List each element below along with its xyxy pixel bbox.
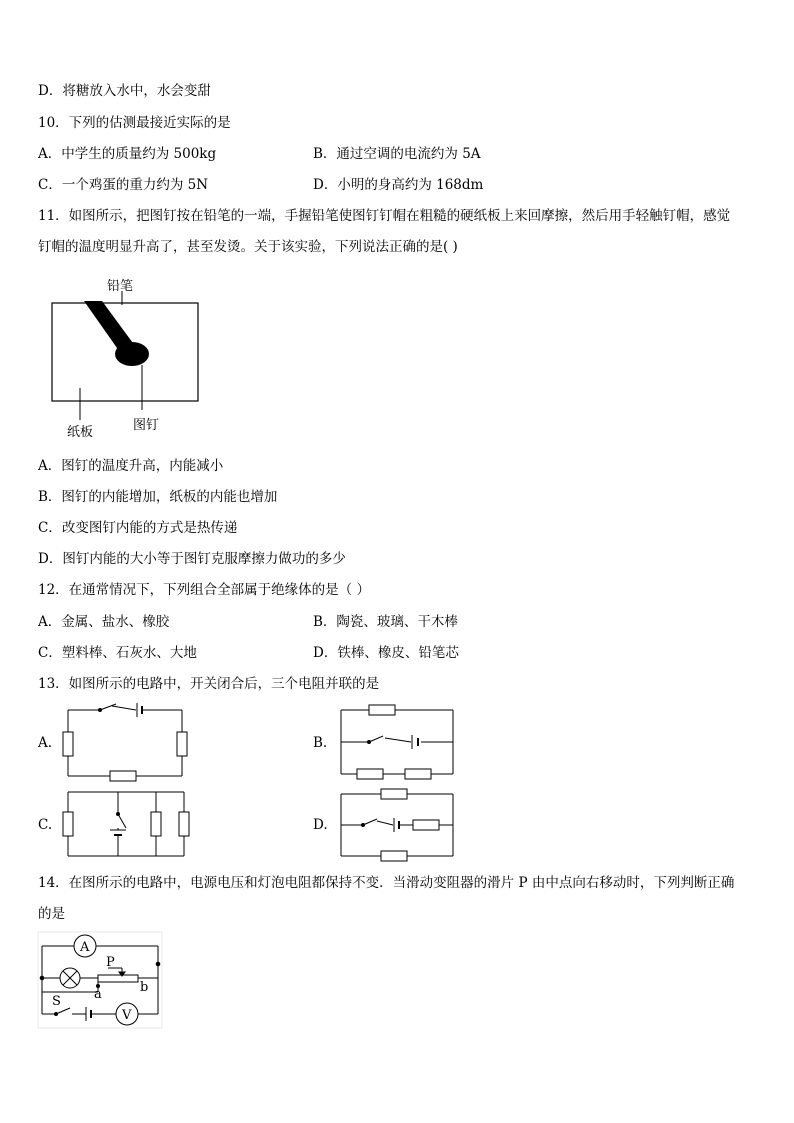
q13-circuit-a [58, 700, 188, 782]
voltmeter-label: V [122, 1008, 132, 1023]
q11-option-d: D．图钉内能的大小等于图钉克服摩擦力做功的多少 [38, 551, 346, 567]
q14-stem-line1: 14．在图所示的电路中，电源电压和灯泡电阻都保持不变．当滑动变阻器的滑片 P 由中点向右移动时，下列判断正确 [38, 875, 735, 891]
q12-option-a: A．金属、盐水、橡胶 [38, 614, 170, 630]
q14-stem-line2: 的是 [38, 906, 65, 922]
q10-option-c: C．一个鸡蛋的重力约为 5N [38, 177, 209, 193]
q13-circuit-b [335, 702, 460, 782]
q13-circuit-d [335, 786, 460, 864]
q10-option-d: D．小明的身高约为 168dm [313, 177, 484, 193]
q11-figure-pencil-pin [40, 272, 220, 442]
q11-stem-line1: 11．如图所示，把图钉按在铅笔的一端，手握铅笔使图钉钉帽在粗糙的硬纸板上来回摩擦，然后用手轻触钉帽，感觉 [38, 208, 731, 224]
q13-option-c-label: C. [38, 817, 53, 833]
q10-option-b: B．通过空调的电流约为 5A [313, 146, 481, 162]
q11-option-a: A．图钉的温度升高，内能减小 [38, 458, 224, 474]
q13-stem: 13．如图所示的电路中，开关闭合后，三个电阻并联的是 [38, 676, 380, 692]
q12-stem: 12．在通常情况下，下列组合全部属于绝缘体的是（ ） [38, 582, 370, 598]
q9-option-d: D．将糖放入水中，水会变甜 [38, 83, 211, 99]
q13-circuit-c [60, 786, 190, 862]
q12-option-c: C．塑料棒、石灰水、大地 [38, 645, 197, 661]
pin-label: 图钉 [133, 418, 160, 433]
q11-option-c: C．改变图钉内能的方式是热传递 [38, 520, 238, 536]
q13-option-b-label: B. [313, 735, 328, 751]
q13-option-d-label: D. [313, 817, 328, 833]
switch-s-label: S [52, 994, 61, 1009]
terminal-a-label: a [94, 987, 102, 1002]
q10-option-a: A．中学生的质量约为 500kg [38, 146, 217, 162]
q12-option-b: B．陶瓷、玻璃、干木棒 [313, 614, 458, 630]
terminal-b-label: b [140, 980, 149, 995]
q12-option-d: D．铁棒、橡皮、铅笔芯 [313, 645, 459, 661]
slider-p-label: P [106, 955, 115, 970]
q13-option-a-label: A. [38, 735, 53, 751]
pencil-label: 铅笔 [107, 279, 134, 294]
q14-circuit-figure [36, 930, 166, 1030]
q11-option-b: B．图钉的内能增加，纸板的内能也增加 [38, 489, 278, 505]
ammeter-label: A [80, 940, 90, 955]
pin-head [115, 342, 149, 366]
board-label: 纸板 [67, 425, 94, 440]
q10-stem: 10．下列的估测最接近实际的是 [38, 115, 231, 131]
q11-stem-line2: 钉帽的温度明显升高了，甚至发烫。关于该实验，下列说法正确的是( ) [38, 239, 458, 255]
